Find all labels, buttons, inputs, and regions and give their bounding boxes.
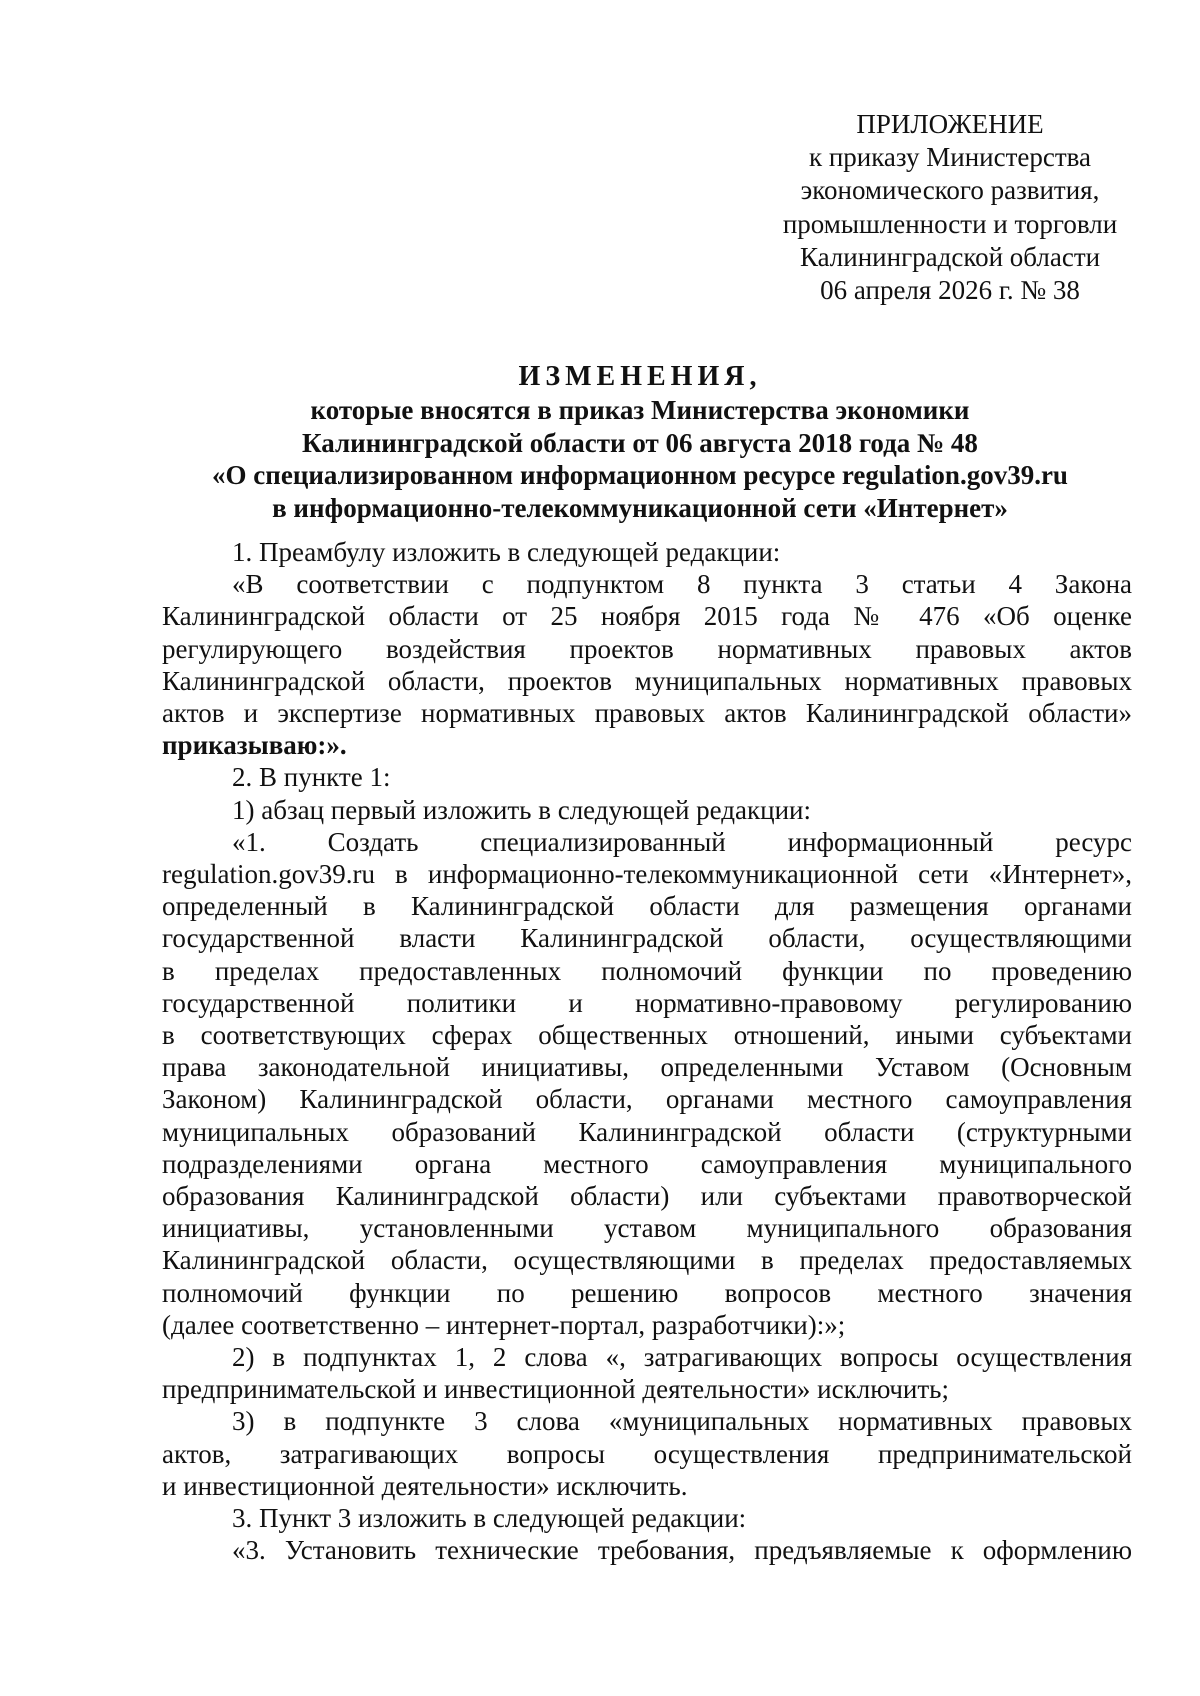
body-line: Калининградской области, осуществляющими в пределах предоставляемых — [162, 1245, 1132, 1276]
body-line: 2) в подпунктах 1, 2 слова «, затрагивающих вопросы осуществления — [232, 1342, 1132, 1373]
annex-line: экономического развития, — [800, 175, 1100, 206]
body-line: (далее соответственно – интернет-портал, разработчики):»; — [162, 1309, 846, 1340]
annex-line: к приказу Министерства — [808, 142, 1092, 173]
body-line: «1. Создать специализированный информационный ресурс — [232, 826, 1132, 857]
body-line: 2. В пункте 1: — [232, 762, 391, 793]
body-line: муниципальных образований Калининградской области (структурными — [162, 1116, 1132, 1147]
body-line: определенный в Калининградской области для размещения органами — [162, 891, 1132, 922]
body-line: в пределах предоставленных полномочий функции по проведению — [162, 955, 1132, 986]
body-line: 1. Преамбулу изложить в следующей редакции: — [232, 537, 781, 567]
body-line: Калининградской области, проектов муниципальных нормативных правовых — [162, 665, 1132, 696]
annex-line: промышленности и торговли — [782, 208, 1118, 239]
annex-title: ПРИЛОЖЕНИЕ — [856, 109, 1044, 139]
body-line: «3. Установить технические требования, предъявляемые к оформлению — [232, 1535, 1132, 1566]
body-line: права законодательной инициативы, определенными Уставом (Основным — [162, 1052, 1132, 1083]
body-line: «В соответствии с подпунктом 8 пункта 3 статьи 4 Закона — [232, 569, 1132, 600]
body-line: и инвестиционной деятельности» исключить. — [162, 1470, 688, 1501]
heading-title: ИЗМЕНЕНИЯ, — [518, 361, 762, 392]
body-line: 3) в подпункте 3 слова «муниципальных нормативных правовых — [232, 1406, 1132, 1437]
body-line: Законом) Калининградской области, органами местного самоуправления — [162, 1084, 1132, 1115]
body-line: regulation.gov39.ru в информационно-телекоммуникационной сети «Интернет», — [162, 859, 1132, 890]
heading-line: Калининградской области от 06 августа 2018 года № 48 — [302, 427, 978, 458]
body-line: в соответствующих сферах общественных отношений, иными субъектами — [162, 1020, 1132, 1051]
annex-line: Калининградской области — [799, 241, 1101, 272]
body-line: предпринимательской и инвестиционной деятельности» исключить; — [162, 1374, 949, 1405]
document-body — [162, 536, 1132, 1567]
body-line: образования Калининградской области) или субъектами правотворческой — [162, 1181, 1132, 1212]
body-line: государственной власти Калининградской области, осуществляющими — [162, 923, 1132, 954]
annex-block — [770, 108, 1130, 307]
body-line: 3. Пункт 3 изложить в следующей редакции: — [232, 1503, 747, 1534]
body-line: Калининградской области от 25 ноября 2015 года № 476 «Об оценке — [162, 601, 1132, 632]
body-line: подразделениями органа местного самоуправления муниципального — [162, 1148, 1132, 1179]
body-line: регулирующего воздействия проектов нормативных правовых актов — [162, 633, 1132, 664]
body-line: государственной политики и нормативно-правовому регулированию — [162, 987, 1132, 1018]
annex-date-line: 06 апреля 2026 г. № 38 — [820, 275, 1080, 306]
body-line: актов, затрагивающих вопросы осуществления предпринимательской — [162, 1438, 1132, 1469]
body-line: инициативы, установленными уставом муниципального образования — [162, 1213, 1132, 1244]
heading-line: которые вносятся в приказ Министерства экономики — [310, 395, 970, 425]
body-line: полномочий функции по решению вопросов местного значения — [162, 1277, 1132, 1308]
heading-line: «О специализированном информационном ресурсе regulation.gov39.ru — [212, 460, 1068, 490]
heading-line: в информационно-телекоммуникационной сети «Интернет» — [272, 492, 1008, 523]
document-heading — [160, 360, 1120, 524]
body-line: актов и экспертизе нормативных правовых актов Калининградской области» — [162, 698, 1132, 729]
body-line: 1) абзац первый изложить в следующей редакции: — [232, 794, 811, 825]
bold-text: приказываю:». — [162, 730, 347, 761]
body-line-bold — [162, 729, 1132, 761]
